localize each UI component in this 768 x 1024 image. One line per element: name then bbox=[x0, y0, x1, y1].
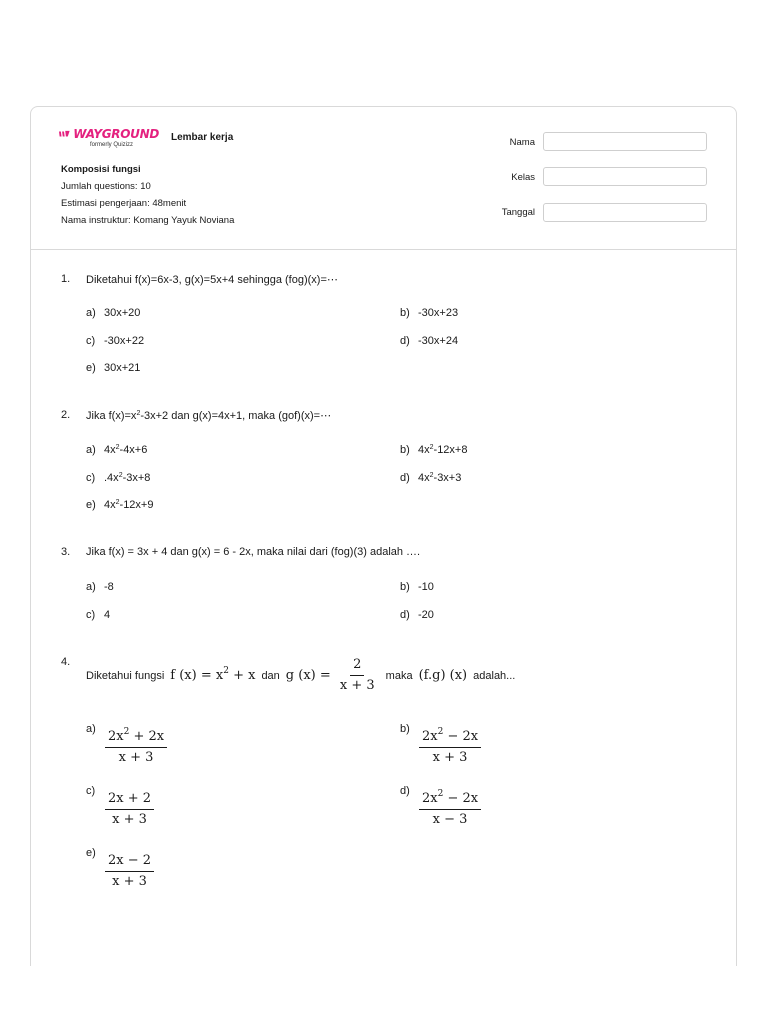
q3-option-a[interactable]: a) -8 bbox=[86, 581, 114, 593]
q3-option-c[interactable]: c) 4 bbox=[86, 609, 111, 621]
wayground-logo bbox=[59, 127, 159, 149]
kelas-field[interactable] bbox=[543, 167, 707, 186]
instructor-name: Nama instruktur: Komang Yayuk Noviana bbox=[61, 215, 235, 226]
q1-option-c[interactable]: c) -30x+22 bbox=[86, 335, 145, 347]
question-number: 4. bbox=[61, 656, 71, 668]
q3-option-d[interactable]: d) -20 bbox=[400, 609, 434, 621]
q1-option-b[interactable]: b) -30x+23 bbox=[400, 307, 459, 319]
q1-option-e[interactable]: e) 30x+21 bbox=[86, 362, 141, 374]
question-number: 1. bbox=[61, 273, 71, 285]
logo-subtitle: formerly Quizizz bbox=[90, 142, 134, 148]
question-number: 2. bbox=[61, 409, 71, 421]
worksheet-header bbox=[31, 107, 736, 250]
q1-option-a[interactable]: a) 30x+20 bbox=[86, 307, 141, 319]
q2-option-d[interactable]: d) $4x^2-3x+3$ bbox=[400, 472, 462, 484]
question-text: Jika $f(x)=x^2-3x+2$ dan g(x)=4x+1, maka (gof)(x)=⋯ bbox=[86, 410, 332, 422]
nama-label: Nama bbox=[509, 137, 535, 148]
q2-option-e[interactable]: e) $4x^2-12x+9$ bbox=[86, 499, 154, 511]
kelas-label: Kelas bbox=[511, 172, 535, 183]
tanggal-label: Tanggal bbox=[501, 207, 535, 218]
g-expression: g (x) = $\frac{2}{x + 3}$ bbox=[285, 657, 375, 693]
nama-field[interactable] bbox=[543, 132, 707, 151]
fg-expression: (f.g) (x) bbox=[418, 668, 468, 683]
f-expression: f $(x) = x^2 + x$ bbox=[170, 666, 256, 683]
question-number: 3. bbox=[61, 546, 71, 558]
q2-option-b[interactable]: b) $4x^2-12x+8$ bbox=[400, 444, 468, 456]
question-text: Diketahui f(x)=6x-3, g(x)=5x+4 sehingga (fog)(x)=⋯ bbox=[86, 274, 338, 286]
q1-option-d[interactable]: d) -30x+24 bbox=[400, 335, 459, 347]
worksheet-page: WAYGROUND formerly Quizizz Lembar kerja Komposisi fungsi Jumlah questions: 10 Estimasi pengerjaan: 48menit Nama instruktur: Komang Yayuk Noviana Nama Kelas Tanggal 1. Diketahui f(x)=6x-3, g(x)=5x+4 sehingga (fog)(x)=⋯ a) 30x+20 b) -30x+23 c) -30x+22 d) -30x+24 e) 30x+21 2. Jika $f(x)=x^2-3x+2$ dan g(x)=4x+1, maka (gof)(x)=⋯ a) $4x^2-4x+6$ b) $4x^2-12x+8$ c) $.4x^2-3x+8$ d) $4x^2-3x+3$ e) $4x^2-12x+9$ 3. Jika f(x) = 3x + 4 dan g(x) = 6 - 2x, maka nilai dari (fog)(3) adalah …. a) -8 b) -10 c) 4 d) -20 4. Diketahui fungsi f $(x) = x^2 + x$ dan g (x) = $\frac{2}{x + 3}$ maka (f.g) (x) adalah... a) $\frac{2x^2 + 2x}{x + 3}$ b) $\frac{2x^2 - 2x}{x + 3}$ c) $\frac{2x + 2}{x + 3}$ d) $\frac{2x^2 - 2x}{x - 3}$ e) $\frac{2x - 2}{x + 3}$ bbox=[30, 106, 737, 966]
q2-option-c[interactable]: c) $.4x^2-3x+8$ bbox=[86, 472, 151, 484]
tanggal-field[interactable] bbox=[543, 203, 707, 222]
question-text: Jika f(x) = 3x + 4 dan g(x) = 6 - 2x, maka nilai dari (fog)(3) adalah …. bbox=[86, 546, 421, 558]
question-count: Jumlah questions: 10 bbox=[61, 181, 151, 192]
worksheet-topic: Komposisi fungsi bbox=[61, 164, 141, 175]
sheet-type: Lembar kerja bbox=[171, 132, 234, 143]
logo-mark-icon bbox=[59, 129, 70, 139]
q3-option-b[interactable]: b) -10 bbox=[400, 581, 434, 593]
logo-text: WAYGROUND bbox=[73, 127, 159, 141]
q2-option-a[interactable]: a) $4x^2-4x+6$ bbox=[86, 444, 148, 456]
time-estimate: Estimasi pengerjaan: 48menit bbox=[61, 198, 187, 209]
